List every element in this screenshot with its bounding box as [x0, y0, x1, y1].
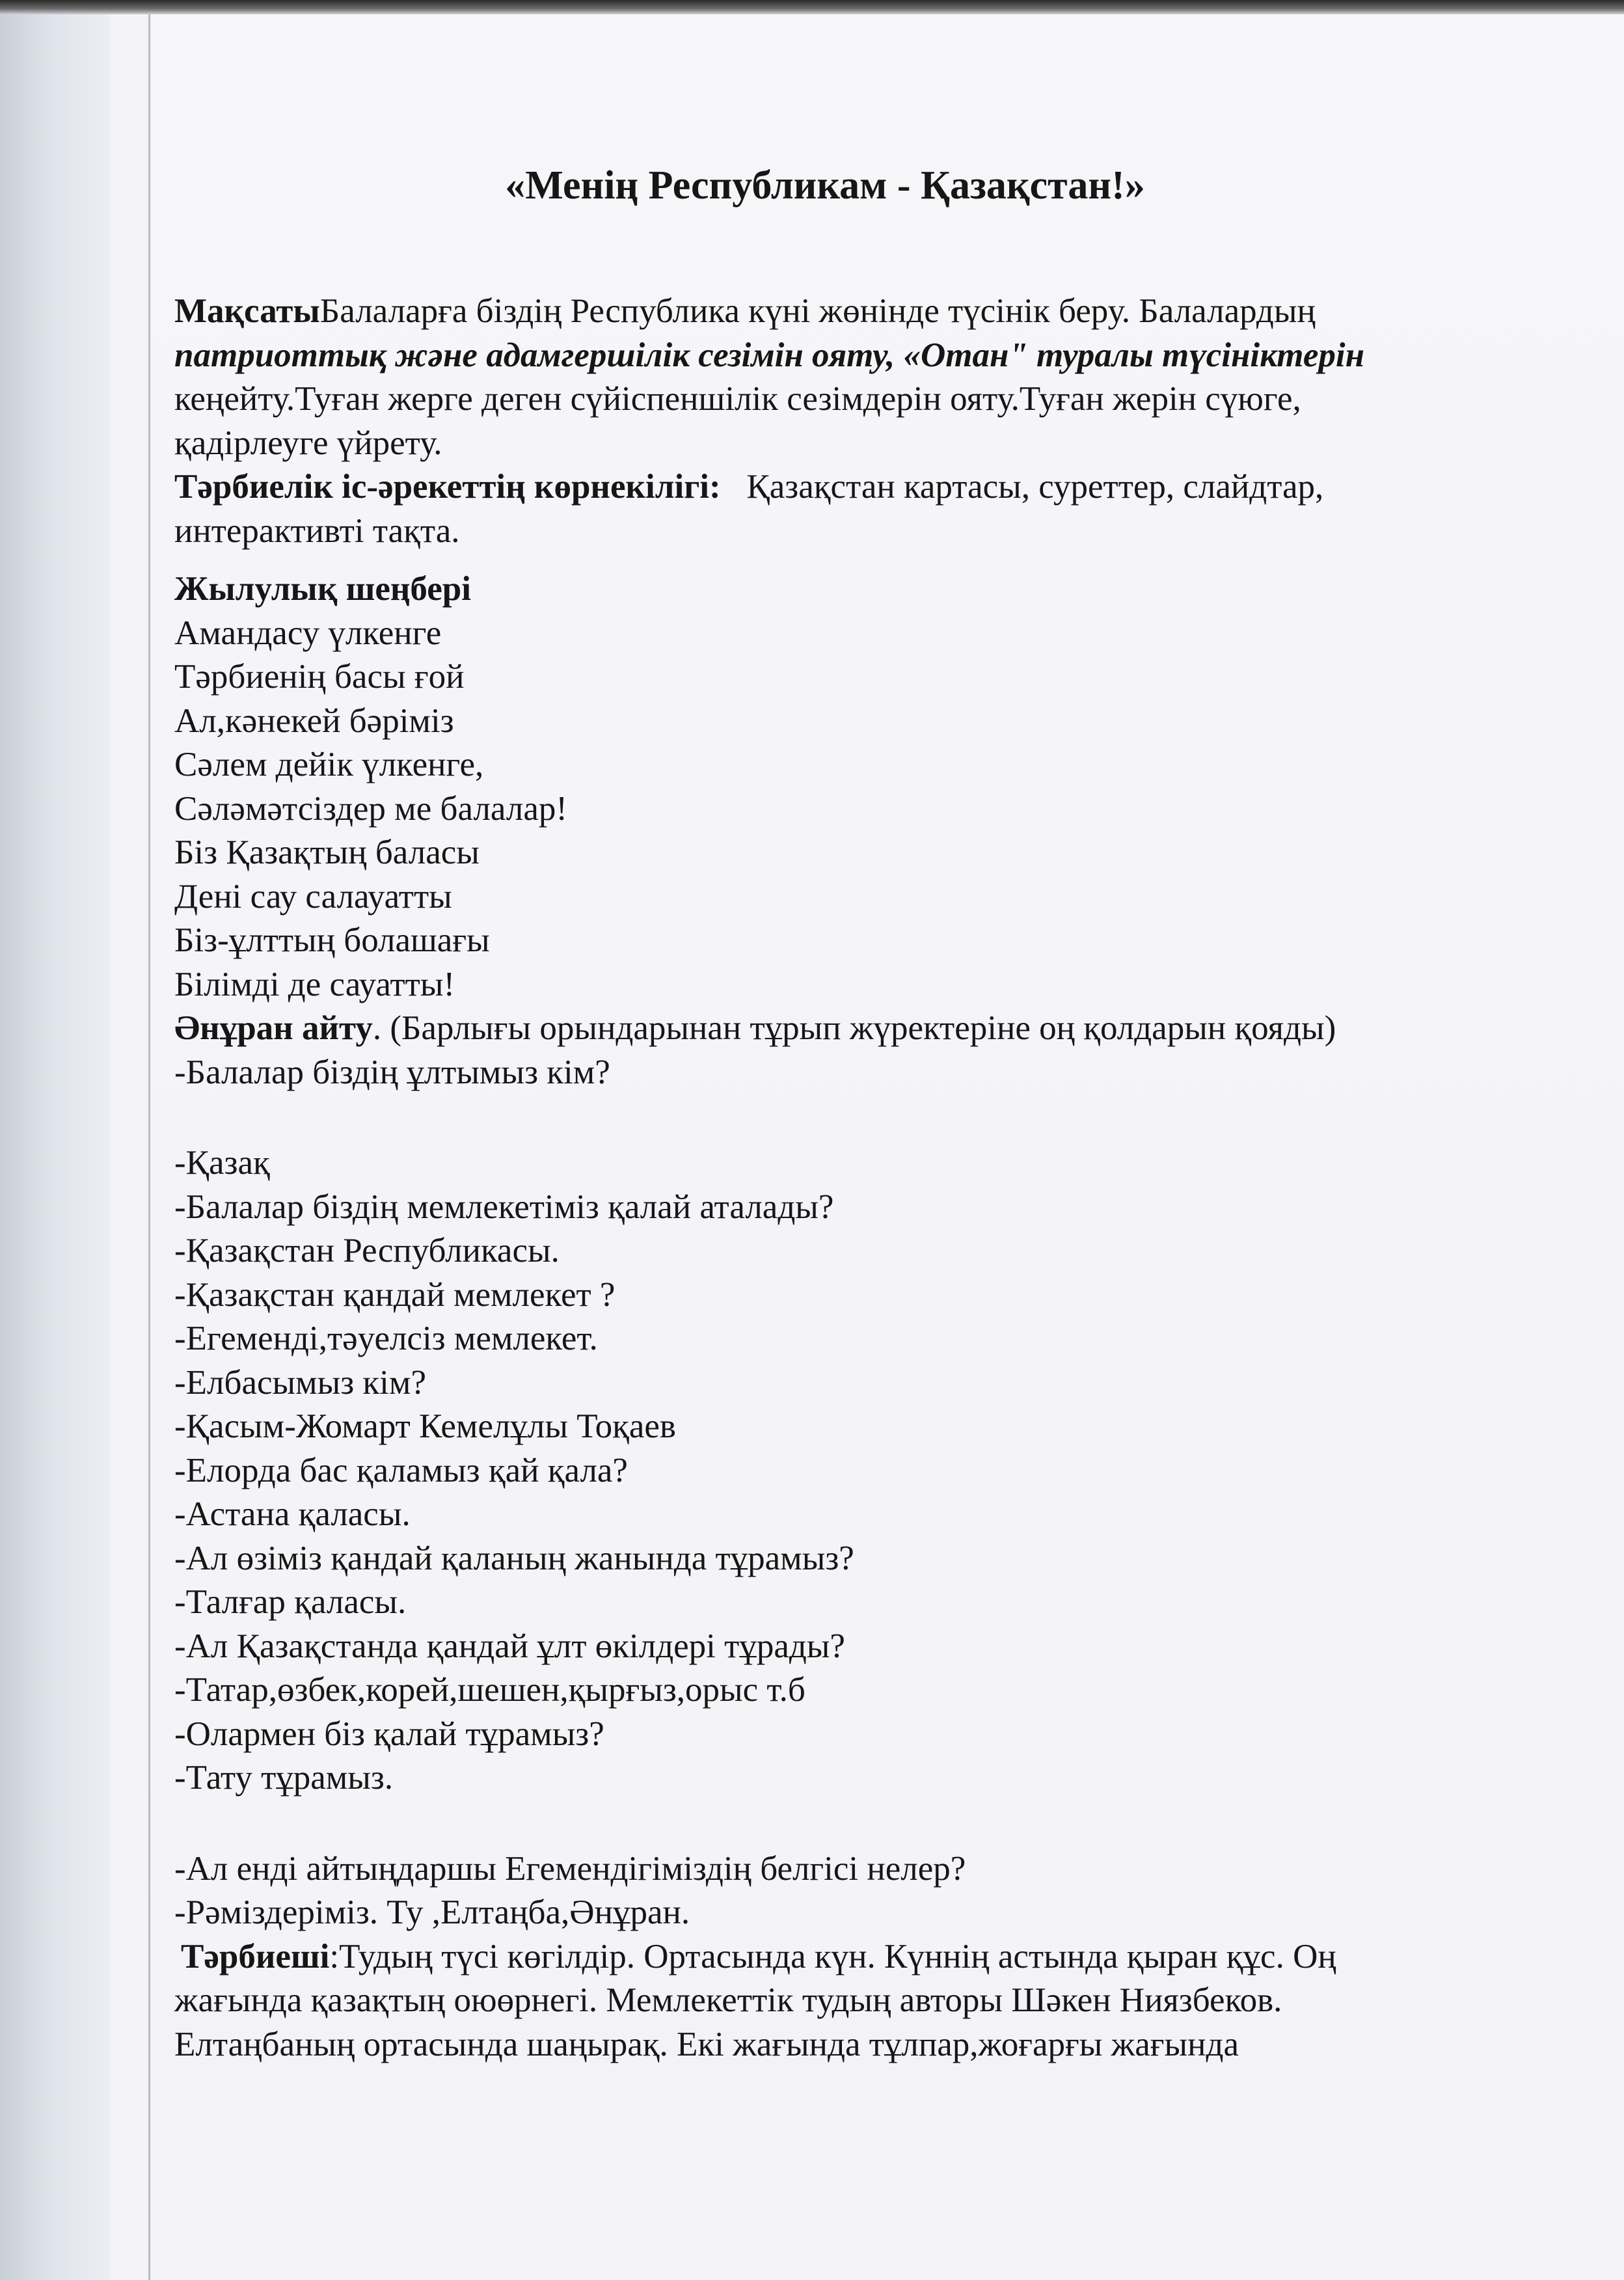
goal-paragraph [174, 290, 1476, 334]
goal-line-3: кеңейту.Туған жерге деген сүйіспеншілік сезімдерін ояту.Туған жерін сүюге, [174, 380, 1301, 418]
dialogue-line: -Астана қаласы. [174, 1495, 411, 1533]
goal-line-4: қадірлеуге үйрету. [174, 424, 442, 462]
dialogue-line: -Ал Қазақстанда қандай ұлт өкілдері тұрады? [174, 1627, 845, 1665]
dialogue-line: -Ал өзіміз қандай қаланың жанында тұрамыз? [174, 1539, 854, 1577]
dialogue-line: -Қазақ [174, 1144, 270, 1182]
goal-label: Мақсаты [174, 292, 320, 330]
dialogue-line: -Балалар біздің ұлтымыз кім? [174, 1053, 610, 1091]
goal-text-1: Балаларға біздің Республика күні жөнінде түсінік беру. Балалардың [319, 292, 1316, 330]
page-title: «Менің Республикам - Қазақстан!» [505, 163, 1145, 208]
dialogue-line: -Тату тұрамыз. [174, 1759, 394, 1797]
anthem-label: Әнұран айту [174, 1009, 373, 1047]
dialogue-line: -Балалар біздің мемлекетіміз қалай аталады? [174, 1188, 834, 1226]
dialogue-line: -Қазақстан қандай мемлекет ? [174, 1275, 616, 1314]
anthem-text: . (Барлығы орындарынан тұрып жүректеріне оң қолдарын қояды) [372, 1009, 1336, 1047]
teacher-text-1: :Тудың түсі көгілдір. Ортасында күн. Күннің астында қыран құс. Оң [329, 1937, 1336, 1975]
warmup-line: Сәләмәтсіздер ме балалар! [174, 789, 568, 828]
teacher-line-2: жағында қазақтың оюөрнегі. Мемлекеттік тудың авторы Шәкен Ниязбеков. [174, 1981, 1282, 2019]
visuals-text: Қазақстан картасы, суреттер, слайдтар, [746, 468, 1324, 506]
warmup-line: Біз-ұлттың болашағы [174, 921, 490, 959]
visuals-paragraph [174, 465, 1476, 509]
warmup-line: Біз Қазақтың баласы [174, 834, 480, 871]
dialogue-line: -Рәміздеріміз. Ту ,Елтаңба,Әнұран. [174, 1893, 690, 1931]
anthem-paragraph [174, 1007, 1476, 1051]
dialogue-line: -Қазақстан Республикасы. [174, 1232, 560, 1269]
warmup-line: Тәрбиенің басы ғой [174, 658, 465, 696]
dialogue-line: -Талғар қаласы. [174, 1583, 407, 1621]
warmup-line: Ал,кәнекей бәріміз [174, 701, 454, 740]
visuals-label: Тәрбиелік іс-әрекеттің көрнекілігі: [174, 468, 721, 506]
visuals-line-2: интерактивті тақта. [174, 511, 460, 550]
dialogue-line: -Елбасымыз кім? [174, 1363, 426, 1402]
dialogue-line: -Елорда бас қаламыз қай қала? [174, 1451, 628, 1489]
dialogue-line: -Ал енді айтыңдаршы Егемендігіміздің белгісі нелер? [174, 1849, 966, 1888]
teacher-paragraph [174, 1935, 1476, 1979]
dialogue-line: -Егеменді,тәуелсіз мемлекет. [174, 1320, 598, 1357]
scan-top-edge [0, 0, 1624, 14]
teacher-line-3: Елтаңбаның ортасында шаңырақ. Екі жағында тұлпар,жоғарғы жағында [174, 2025, 1239, 2063]
warmup-line: Дені сау салауатты [174, 877, 452, 916]
dialogue-line: -Татар,өзбек,корей,шешен,қырғыз,орыс т.б [174, 1671, 805, 1709]
document-body [174, 290, 1476, 2067]
dialogue-line: -Қасым-Жомарт Кемелұлы Тоқаев [174, 1407, 676, 1445]
warmup-heading: Жылулық шеңбері [174, 570, 471, 608]
scan-left-margin [0, 14, 111, 2280]
goal-line-2: патриоттық және адамгершілік сезімін ояту, «Отан" туралы түсініктерін [174, 336, 1364, 374]
warmup-line: Білімді де сауатты! [174, 965, 455, 1003]
teacher-label: Тәрбиеші [181, 1937, 330, 1975]
warmup-line: Амандасу үлкенге [174, 614, 442, 652]
warmup-line: Сәлем дейік үлкенге, [174, 746, 484, 783]
scan-fold-line [148, 14, 150, 2280]
dialogue-line: -Олармен біз қалай тұрамыз? [174, 1715, 604, 1753]
